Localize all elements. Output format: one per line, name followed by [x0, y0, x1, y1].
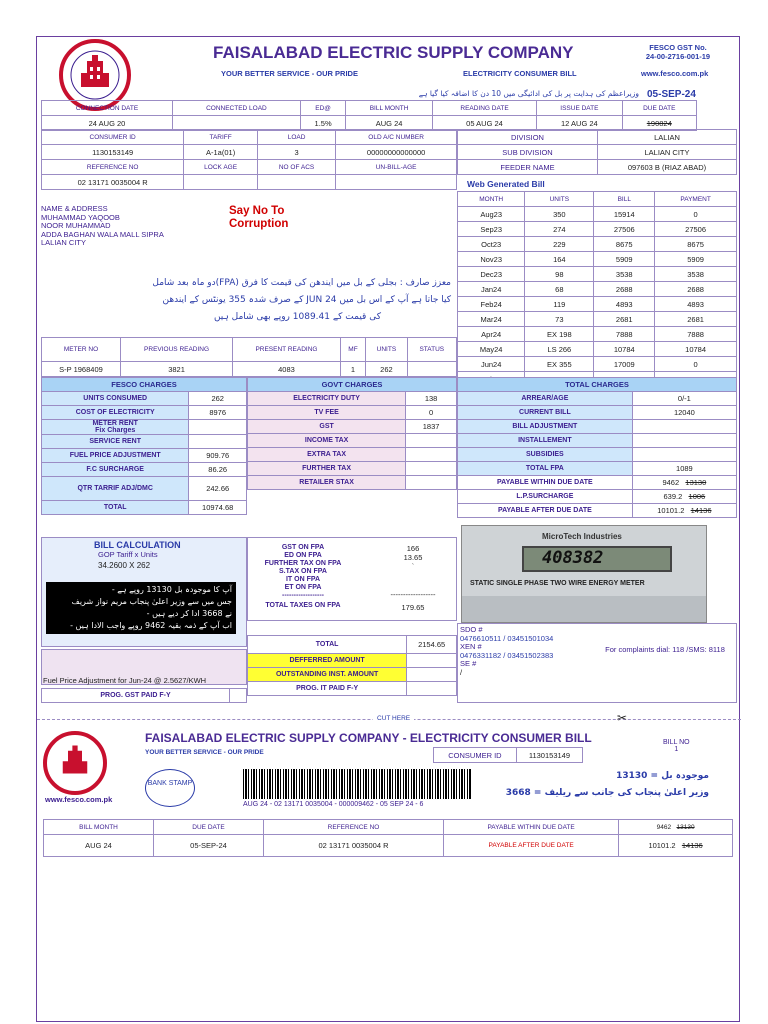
table-row	[458, 420, 737, 434]
meter-value: 1	[340, 362, 366, 377]
history-cell: Apr24	[458, 327, 525, 342]
electricity-bill	[36, 36, 740, 1022]
info-value: 02 13171 0035004 R	[42, 175, 184, 190]
fpa-tax-label: IT ON FPA	[285, 576, 321, 583]
fpa-tax-divider: ------------------	[282, 592, 324, 599]
table-row	[458, 434, 737, 448]
history-cell: 0	[655, 207, 737, 222]
history-cell: 5909	[594, 252, 655, 267]
charge-value: 12040	[632, 406, 736, 420]
fpa-tax-label: S.TAX ON FPA	[279, 568, 327, 575]
history-header: BILL	[594, 192, 655, 207]
info-value: 190824	[622, 116, 696, 131]
table-row	[458, 312, 737, 327]
table-row	[42, 420, 247, 435]
history-cell: 15914	[594, 207, 655, 222]
stub-consumer-label: CONSUMER ID	[434, 748, 517, 763]
charge-value	[406, 462, 457, 476]
meter-label: PRESENT READING	[233, 338, 341, 362]
info-value: 12 AUG 24	[537, 116, 622, 131]
meter-table	[41, 337, 457, 377]
gst-number: 24-00-2716-001-19	[645, 52, 711, 61]
extended-due-date: 05-SEP-24	[647, 89, 696, 100]
history-cell: 2688	[594, 282, 655, 297]
charge-label: GST	[248, 420, 406, 434]
info-label: UN-BILL-AGE	[336, 160, 457, 175]
feeder-value: 097603 B (RIAZ ABAD)	[598, 160, 737, 175]
history-cell: 2688	[655, 282, 737, 297]
charge-value	[632, 448, 736, 462]
address-label: NAME & ADDRESS	[41, 204, 108, 213]
fpa-note-line: کیا جاتا ہے آپ کے اس بل میں JUN 24 کے صرف شدہ 355 یونٹس کے ایندھن	[162, 295, 451, 305]
se-phone: /	[460, 667, 463, 677]
charge-label: ARREAR/AGE	[458, 392, 633, 406]
table-row	[458, 207, 737, 222]
history-header: PAYMENT	[655, 192, 737, 207]
charge-value: 8976	[189, 406, 247, 420]
payable-within: 9462	[662, 478, 680, 487]
bill-calc-title: BILL CALCULATION	[94, 540, 181, 550]
charge-value	[632, 434, 736, 448]
total-charges-table	[457, 377, 737, 518]
fpa-tax-label: ET ON FPA	[284, 584, 322, 591]
charge-value: 86.26	[189, 463, 247, 477]
info-label: TARIFF	[184, 130, 258, 145]
charge-label: EXTRA TAX	[248, 448, 406, 462]
history-cell: 8675	[655, 237, 737, 252]
history-cell: 10784	[655, 342, 737, 357]
table-row	[42, 501, 247, 515]
info-value: 3	[257, 145, 335, 160]
charge-value: 909.76	[189, 449, 247, 463]
info-value: 1130153149	[42, 145, 184, 160]
charge-label: COST OF ELECTRICITY	[42, 406, 189, 420]
info-value: AUG 24	[346, 116, 432, 131]
info-label: DUE DATE	[622, 101, 696, 116]
prog-gst-table	[41, 688, 247, 703]
table-row	[458, 406, 737, 420]
totals-table	[247, 635, 457, 696]
prog-it-label: PROG. IT PAID F-Y	[248, 682, 407, 696]
govt-charges-table	[247, 377, 457, 490]
stub-bill-month: AUG 24	[44, 835, 154, 857]
history-cell: 229	[525, 237, 594, 252]
table-row	[458, 448, 737, 462]
charge-value: 262	[189, 392, 247, 406]
feeder-label: FEEDER NAME	[458, 160, 598, 175]
history-cell: 3538	[594, 267, 655, 282]
history-cell: 2681	[594, 312, 655, 327]
table-row	[458, 222, 737, 237]
table-row	[248, 448, 457, 462]
charge-value	[406, 434, 457, 448]
stub-after: 10101.2	[648, 841, 676, 850]
stub-relief-urdu: وزیر اعلیٰ پنجاب کی جانب سے ریلیف = 3668	[505, 788, 709, 798]
info-label: CONNECTION DATE	[42, 101, 173, 116]
info-label: OLD A/C NUMBER	[336, 130, 457, 145]
history-cell: Feb24	[458, 297, 525, 312]
info-value: 05 AUG 24	[432, 116, 536, 131]
bill-calc-value: 34.2600 X 262	[98, 561, 151, 570]
history-cell: 68	[525, 282, 594, 297]
charge-label: INCOME TAX	[248, 434, 406, 448]
table-row	[42, 477, 247, 501]
relief-line: جس میں سے وزیر اعلیٰ پنجاب مریم نواز شریف	[71, 597, 232, 606]
fpa-note-line: معزز صارف : بجلی کے بل میں ایندھن کی قیمت کا فرق (FPA)دو ماہ بعد شامل	[152, 278, 451, 288]
table-row	[458, 297, 737, 312]
charge-value	[189, 435, 247, 449]
address-line: NOOR MUHAMMAD	[41, 221, 111, 230]
info-label: CONSUMER ID	[42, 130, 184, 145]
fpa-tax-label: GST ON FPA	[281, 544, 325, 551]
website: www.fesco.com.pk	[641, 69, 709, 78]
history-cell: 350	[525, 207, 594, 222]
charge-label: UNITS CONSUMED	[42, 392, 189, 406]
stub-tagline: YOUR BETTER SERVICE - OUR PRIDE	[145, 749, 264, 756]
meter-label: METER NO	[42, 338, 121, 362]
se-label: SE #	[460, 659, 477, 668]
fpa-tax-label: FURTHER TAX ON FPA	[264, 560, 342, 567]
charge-value: 138	[406, 392, 457, 406]
fpa-note: Fuel Price Adjustment for Jun-24 @ 2.5627/KWH	[43, 676, 207, 685]
history-cell: 17009	[594, 357, 655, 372]
stub-within-old: 13130	[676, 823, 695, 831]
division-value: LALIAN	[598, 130, 737, 145]
stub-due-date-label: DUE DATE	[154, 820, 264, 835]
fpa-taxes-block	[247, 537, 457, 621]
bill-type: ELECTRICITY CONSUMER BILL	[463, 69, 577, 78]
stub-payment-table	[43, 819, 733, 857]
meter-caption: STATIC SINGLE PHASE TWO WIRE ENERGY METER	[470, 580, 645, 587]
history-cell: 5909	[655, 252, 737, 267]
charge-value: 242.66	[189, 477, 247, 501]
history-cell: Sep23	[458, 222, 525, 237]
deferred-label: DEFFERRED AMOUNT	[248, 654, 407, 668]
stub-reference-label: REFERENCE NO	[264, 820, 444, 835]
barcode-text: AUG 24 - 02 13171 0035004 - 000009462 - 05 SEP 24 - 6	[243, 801, 424, 808]
table-row	[42, 392, 247, 406]
fesco-charges-table	[41, 377, 247, 515]
payable-within-label: PAYABLE WITHIN DUE DATE	[458, 476, 633, 490]
table-row	[248, 434, 457, 448]
payable-within-old: 13130	[685, 478, 707, 487]
contacts-block	[457, 623, 737, 703]
bill-no-label: BILL NO	[663, 739, 690, 746]
history-cell: Mar24	[458, 312, 525, 327]
table-row	[42, 449, 247, 463]
charge-value	[406, 476, 457, 490]
table-row	[458, 327, 737, 342]
info-value	[257, 175, 335, 190]
surcharge-label: L.P.SURCHARGE	[458, 490, 633, 504]
charge-label: TOTAL FPA	[458, 462, 633, 476]
meter-label: PREVIOUS READING	[120, 338, 232, 362]
sdo-phone: 0476610511 / 03451501034	[460, 633, 554, 643]
charge-label: ELECTRICITY DUTY	[248, 392, 406, 406]
slogan-line: Say No To	[229, 205, 285, 217]
stub-consumer-id: 1130153149	[516, 748, 582, 763]
sdo-label: SDO #	[460, 625, 483, 634]
history-cell: 3538	[655, 267, 737, 282]
xen-phone: 0476331182 / 03451502383	[460, 650, 554, 660]
charge-label: BILL ADJUSTMENT	[458, 420, 633, 434]
fpa-total-label: TOTAL TAXES ON FPA	[265, 602, 341, 609]
table-row	[458, 392, 737, 406]
table-row	[42, 406, 247, 420]
payable-after-label: PAYABLE AFTER DUE DATE	[458, 504, 633, 518]
history-cell: Aug23	[458, 207, 525, 222]
history-cell: 7888	[655, 327, 737, 342]
table-row	[248, 392, 457, 406]
surcharge-old: 1006	[688, 492, 706, 501]
fpa-note-line: کی قیمت کے 1089.41 روپے بھی شامل ہیں	[213, 312, 381, 322]
info-value: 24 AUG 20	[42, 116, 173, 131]
urdu-extension-notice: وزیراعظم کی ہدایت پر بل کی ادائیگی میں 10 دن کا اضافہ کیا گیا ہے	[418, 89, 639, 98]
stub-website: www.fesco.com.pk	[45, 795, 113, 804]
info-label: NO OF ACS	[257, 160, 335, 175]
info-value	[336, 175, 457, 190]
bill-calculation	[41, 537, 247, 647]
charge-label: TV FEE	[248, 406, 406, 420]
charge-value: 0	[406, 406, 457, 420]
gst-block	[623, 43, 733, 61]
table-row	[248, 462, 457, 476]
info-label: LOCK AGE	[184, 160, 258, 175]
info-label: REFERENCE NO	[42, 160, 184, 175]
history-cell: 98	[525, 267, 594, 282]
charge-value	[406, 448, 457, 462]
prog-gst-label: PROG. GST PAID F-Y	[42, 689, 230, 703]
division-table	[457, 129, 737, 175]
history-cell: 73	[525, 312, 594, 327]
stub-within: 9462	[656, 823, 672, 831]
history-cell: May24	[458, 342, 525, 357]
sub-division-label: SUB DIVISION	[458, 145, 598, 160]
stub-current-bill-urdu: موجودہ بل = 13130	[616, 771, 709, 781]
history-cell: Dec23	[458, 267, 525, 282]
company-name: FAISALABAD ELECTRIC SUPPLY COMPANY	[213, 43, 574, 62]
address-block	[41, 205, 164, 248]
govt-charges-title: GOVT CHARGES	[248, 378, 457, 392]
fpa-tax-value: 166	[406, 544, 420, 553]
table-row	[458, 462, 737, 476]
info-label: READING DATE	[432, 101, 536, 116]
barcode	[243, 769, 471, 799]
table-row	[42, 435, 247, 449]
stub-reference: 02 13171 0035004 R	[264, 835, 444, 857]
table-row	[458, 267, 737, 282]
charge-label: INSTALLEMENT	[458, 434, 633, 448]
charge-label: CURRENT BILL	[458, 406, 633, 420]
charge-value: 0/-1	[632, 392, 736, 406]
stub-company: FAISALABAD ELECTRIC SUPPLY COMPANY - ELECTRICITY CONSUMER BILL	[145, 731, 592, 745]
meter-reading: 408382	[542, 548, 604, 568]
stub-after-old: 14136	[681, 841, 703, 850]
charge-label: TOTAL	[42, 501, 189, 515]
charge-value	[189, 420, 247, 435]
gst-label: FESCO GST No.	[649, 43, 707, 52]
total-value: 2154.65	[407, 636, 457, 654]
table-row	[248, 420, 457, 434]
history-cell: Jun24	[458, 357, 525, 372]
history-cell: LS 266	[525, 342, 594, 357]
history-cell: Jan24	[458, 282, 525, 297]
table-row	[248, 476, 457, 490]
xen-label: XEN #	[460, 642, 482, 651]
table-row	[458, 357, 737, 372]
charge-label: FURTHER TAX	[248, 462, 406, 476]
table-row	[458, 282, 737, 297]
table-row	[458, 342, 737, 357]
charge-label: RETAILER STAX	[248, 476, 406, 490]
meter-value	[407, 362, 456, 377]
meter-photo	[461, 525, 707, 623]
bill-calc-formula: GOP Tariff x Units	[98, 550, 158, 559]
charge-value: 1089	[632, 462, 736, 476]
division-label: DIVISION	[458, 130, 598, 145]
history-cell: 10784	[594, 342, 655, 357]
history-cell: 2681	[655, 312, 737, 327]
sub-division-value: LALIAN CITY	[598, 145, 737, 160]
address-line: ADDA BAGHAN WALA MALL SIPRA	[41, 229, 164, 239]
info-label: ISSUE DATE	[537, 101, 622, 116]
stub-due-date: 05-SEP-24	[154, 835, 264, 857]
history-cell: 4893	[655, 297, 737, 312]
charge-label: METER RENT Fix Charges	[42, 420, 189, 435]
fpa-tax-value: 13.65	[403, 553, 423, 562]
history-cell: 4893	[594, 297, 655, 312]
meter-brand: MicroTech Industries	[542, 532, 622, 541]
table-row	[248, 406, 457, 420]
info-label: CONNECTED LOAD	[173, 101, 301, 116]
outstanding-label: OUTSTANDING INST. AMOUNT	[248, 668, 407, 682]
info-value: 1.5%	[300, 116, 346, 131]
history-cell: EX 355	[525, 357, 594, 372]
history-cell: 119	[525, 297, 594, 312]
stub-logo	[43, 731, 107, 795]
charge-label: SUBSIDIES	[458, 448, 633, 462]
table-row	[458, 237, 737, 252]
history-table	[457, 191, 737, 387]
cut-here-label: CUT HERE	[373, 715, 414, 722]
relief-line: نے 3668 ادا کر دیے ہیں -	[146, 609, 232, 618]
info-label: LOAD	[257, 130, 335, 145]
history-cell: 27506	[655, 222, 737, 237]
history-cell: 7888	[594, 327, 655, 342]
meter-label: STATUS	[407, 338, 456, 362]
address-line: MUHAMMAD YAQOOB	[41, 212, 120, 222]
history-cell: Oct23	[458, 237, 525, 252]
stub-bill-month-label: BILL MONTH	[44, 820, 154, 835]
info-label: ED@	[300, 101, 346, 116]
stub-bill-no	[663, 739, 690, 753]
fesco-charges-title: FESCO CHARGES	[42, 378, 247, 392]
fpa-urdu-note	[111, 275, 451, 326]
history-cell: 164	[525, 252, 594, 267]
anti-corruption-slogan	[229, 205, 288, 231]
history-header: MONTH	[458, 192, 525, 207]
info-value	[184, 175, 258, 190]
table-row	[458, 252, 737, 267]
fpa-total-value: 179.65	[401, 603, 425, 612]
meter-value: 4083	[233, 362, 341, 377]
total-label: TOTAL	[248, 636, 407, 654]
info-label: BILL MONTH	[346, 101, 432, 116]
slogan-line: Corruption	[229, 218, 289, 230]
meter-value: 262	[366, 362, 407, 377]
scissors-icon: ✂	[617, 711, 628, 725]
payable-after-old: 14136	[690, 506, 712, 515]
charge-label: F.C SURCHARGE	[42, 463, 189, 477]
stub-after-label: PAYABLE AFTER DUE DATE	[444, 835, 619, 857]
payable-after: 10101.2	[657, 506, 685, 515]
total-charges-title: TOTAL CHARGES	[458, 378, 737, 392]
history-cell: Nov23	[458, 252, 525, 267]
charge-value: 10974.68	[189, 501, 247, 515]
relief-line: آپ کا موجودہ بل 13130 روپے ہے -	[111, 585, 232, 594]
bank-stamp: BANK STAMP	[145, 769, 195, 807]
history-cell: EX 198	[525, 327, 594, 342]
meter-label: UNITS	[366, 338, 407, 362]
complaints-info: For complaints dial: 118 /SMS: 8118	[605, 645, 725, 654]
info-value: A-1a(01)	[184, 145, 258, 160]
bill-no-value: 1	[674, 746, 679, 753]
fpa-tax-divider: ------------------	[390, 590, 436, 599]
fpa-tax-value: `	[411, 562, 415, 571]
history-header: UNITS	[525, 192, 594, 207]
info-value: 00000000000000	[336, 145, 457, 160]
charge-label: SERVICE RENT	[42, 435, 189, 449]
relief-line: اب آپ کے ذمہ بقیہ 9462 روپے واجب الادا ہیں -	[70, 621, 232, 630]
table-row	[42, 463, 247, 477]
web-generated-label: Web Generated Bill	[467, 179, 545, 189]
fpa-tax-label: ED ON FPA	[284, 552, 322, 559]
history-cell: 274	[525, 222, 594, 237]
charge-label: FUEL PRICE ADJUSTMENT	[42, 449, 189, 463]
meter-value: 3821	[120, 362, 232, 377]
relief-urdu-box	[46, 582, 236, 634]
history-cell: 0	[655, 357, 737, 372]
info-table-2	[41, 129, 457, 190]
info-table-1	[41, 100, 697, 131]
charge-value: 1837	[406, 420, 457, 434]
history-cell: 8675	[594, 237, 655, 252]
charge-value	[632, 420, 736, 434]
address-line: LALIAN CITY	[41, 238, 87, 247]
surcharge: 639.2	[663, 492, 683, 501]
meter-value: S-P 1968409	[42, 362, 121, 377]
meter-label: MF	[340, 338, 366, 362]
charge-label: QTR TARRIF ADJ/DMC	[42, 477, 189, 501]
history-cell: 27506	[594, 222, 655, 237]
stub-consumer-table	[433, 747, 583, 763]
stub-within-label: PAYABLE WITHIN DUE DATE	[444, 820, 619, 835]
tagline: YOUR BETTER SERVICE - OUR PRIDE	[221, 69, 358, 78]
